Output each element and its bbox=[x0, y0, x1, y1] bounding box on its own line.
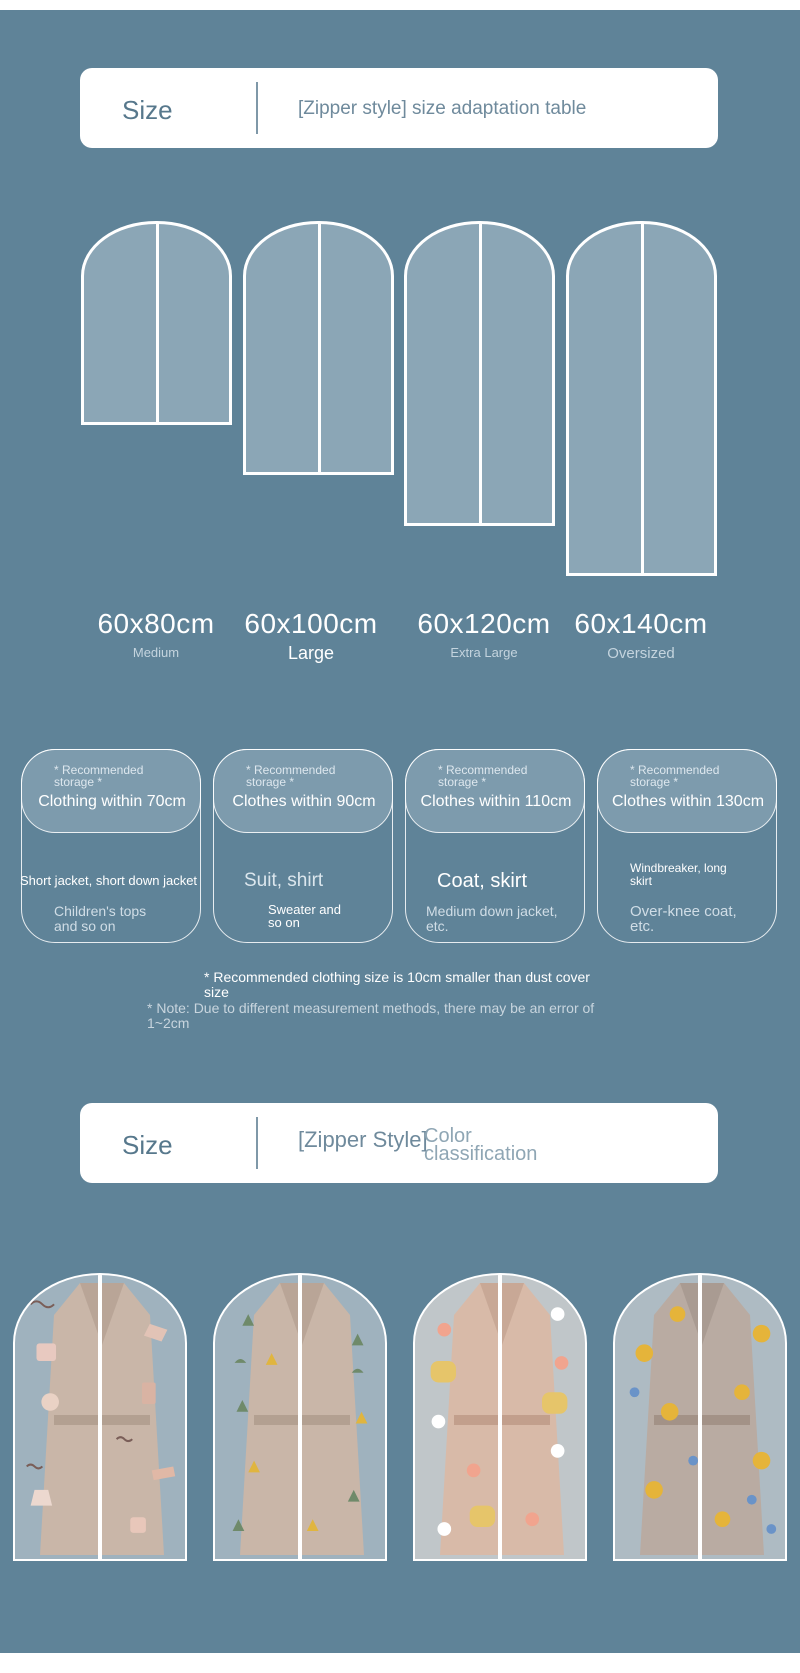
size-name: Large bbox=[287, 643, 335, 663]
size-dimension: 60x80cm bbox=[97, 608, 215, 639]
zipper-line bbox=[498, 1275, 502, 1559]
bag-outline-large bbox=[243, 221, 394, 475]
size-name: Oversized bbox=[607, 645, 675, 662]
size-dimension: 60x140cm bbox=[574, 608, 708, 639]
suitable-clothes-extra: Over-knee coat, etc. bbox=[630, 903, 737, 935]
color-header-card bbox=[80, 1103, 718, 1183]
measurement-error-footnote: * Note: Due to different measurement methods, there may be an error of 1~2cm bbox=[147, 1000, 595, 1031]
recommendation-card-large bbox=[213, 749, 393, 943]
length-limit: Clothes within 130cm bbox=[611, 793, 765, 810]
size-label-extra-large bbox=[409, 608, 559, 660]
header-divider bbox=[256, 82, 258, 134]
recommendation-pill bbox=[597, 749, 777, 833]
bag-outline-medium bbox=[81, 221, 232, 425]
recommended-storage-note: * Recommended storage * bbox=[246, 763, 336, 789]
length-limit: Clothing within 70cm bbox=[38, 793, 186, 810]
recommended-storage-note: * Recommended storage * bbox=[54, 763, 144, 789]
size-label-large bbox=[236, 608, 386, 664]
zipper-line bbox=[698, 1275, 702, 1559]
size-name: Medium bbox=[132, 645, 180, 660]
zipper-line bbox=[479, 224, 482, 523]
size-label-medium bbox=[81, 608, 231, 660]
suitable-clothes: Windbreaker, long skirt bbox=[630, 861, 727, 888]
color-classification-subtitle bbox=[298, 1125, 538, 1165]
color-style-bear-print[interactable] bbox=[613, 1273, 787, 1561]
length-limit: Clothes within 90cm bbox=[232, 793, 376, 810]
recommendation-pill bbox=[213, 749, 393, 833]
zipper-style-label: [Zipper Style] bbox=[298, 1127, 428, 1152]
bag-outline-oversized bbox=[566, 221, 717, 576]
suitable-clothes: Coat, skirt bbox=[437, 870, 528, 892]
color-style-clothes-print[interactable] bbox=[13, 1273, 187, 1561]
suitable-clothes: Short jacket, short down jacket bbox=[20, 873, 198, 888]
zipper-line bbox=[98, 1275, 102, 1559]
suitable-clothes-extra: Children's tops and so on bbox=[54, 903, 147, 934]
size-dimension: 60x100cm bbox=[244, 608, 378, 639]
product-detail-page bbox=[0, 10, 800, 1653]
zipper-line bbox=[318, 224, 321, 472]
size-label-oversized bbox=[566, 608, 716, 662]
recommendation-card-extra-large bbox=[405, 749, 585, 943]
recommended-storage-note: * Recommended storage * bbox=[438, 763, 528, 789]
color-classification-label: Color classification bbox=[424, 1125, 538, 1165]
size-name: Extra Large bbox=[450, 645, 518, 660]
zipper-line bbox=[156, 224, 159, 422]
color-style-triangle-print[interactable] bbox=[213, 1273, 387, 1561]
suitable-clothes: Suit, shirt bbox=[244, 870, 324, 891]
suitable-clothes-extra: Sweater and so on bbox=[268, 902, 341, 930]
suitable-clothes-extra: Medium down jacket, etc. bbox=[426, 903, 558, 934]
recommendation-card-medium bbox=[21, 749, 201, 943]
size-title: Size bbox=[122, 95, 173, 125]
recommended-storage-note: * Recommended storage * bbox=[630, 763, 720, 789]
zipper-line bbox=[298, 1275, 302, 1559]
size-header-card bbox=[80, 68, 718, 148]
color-style-flower-print[interactable] bbox=[413, 1273, 587, 1561]
recommendation-pill bbox=[405, 749, 585, 833]
zipper-line bbox=[641, 224, 644, 573]
header-divider bbox=[256, 1117, 258, 1169]
size-title: Size bbox=[122, 1130, 173, 1160]
size-dimension: 60x120cm bbox=[417, 608, 551, 639]
size-recommendation-footnote: * Recommended clothing size is 10cm smaller than dust cover size bbox=[204, 969, 590, 1000]
size-table-subtitle: [Zipper style] size adaptation table bbox=[298, 98, 587, 119]
length-limit: Clothes within 110cm bbox=[420, 793, 572, 810]
recommendation-card-oversized bbox=[597, 749, 777, 943]
recommendation-pill bbox=[21, 749, 201, 833]
bag-outline-extra-large bbox=[404, 221, 555, 526]
